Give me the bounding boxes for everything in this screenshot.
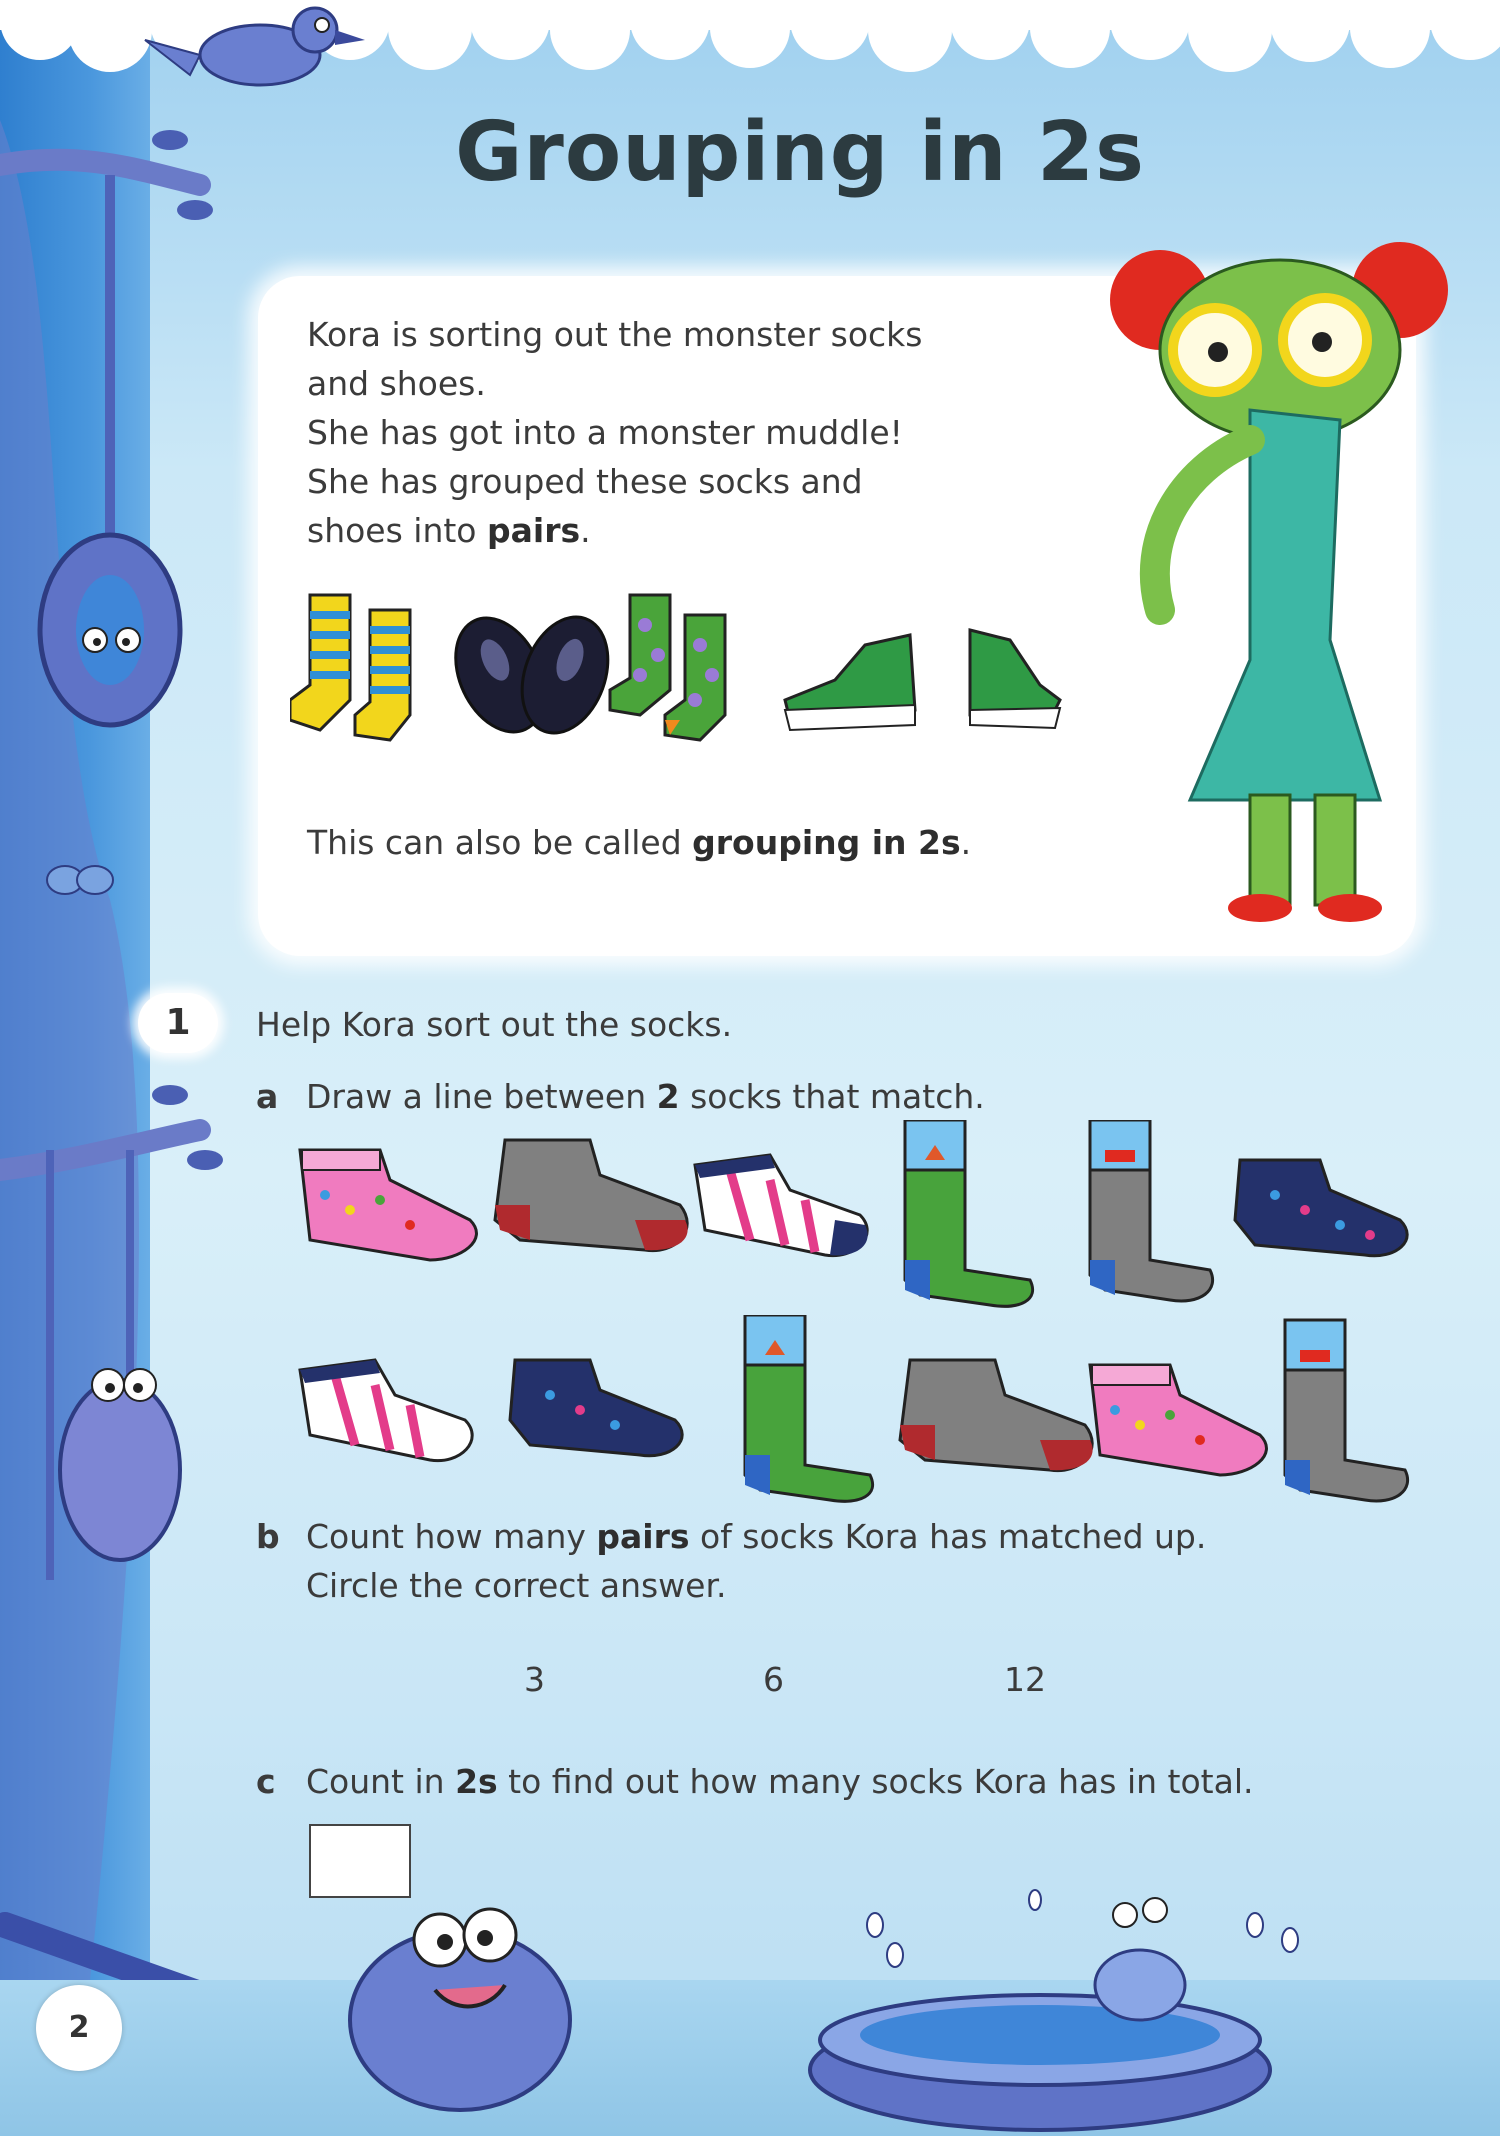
sock-grey-car[interactable] [1285, 1320, 1408, 1501]
kora-character [1100, 240, 1460, 930]
answer-option[interactable]: 3 [524, 1660, 545, 1699]
question-part-a [256, 1077, 985, 1116]
part-text: to find out how many socks Kora has in total. [497, 1762, 1254, 1801]
intro-pairs-illustration [290, 590, 1080, 750]
sock-white-stripes[interactable] [695, 1155, 868, 1256]
question-part-c [256, 1762, 1253, 1801]
question-prompt: Help Kora sort out the socks. [256, 1005, 733, 1044]
question-part-b [256, 1517, 1206, 1556]
intro-line: She has got into a monster muddle! [307, 413, 903, 452]
part-letter: c [256, 1762, 276, 1801]
intro-note [307, 823, 971, 862]
bird-illustration [140, 0, 370, 110]
intro-text [307, 310, 987, 555]
part-text: of socks Kora has matched up. [689, 1517, 1207, 1556]
intro-line: She has grouped these socks and [307, 462, 863, 501]
part-text: socks that match. [679, 1077, 985, 1116]
sock-navy-butterflies[interactable] [1235, 1160, 1407, 1256]
intro-text-part: shoes into [307, 511, 487, 550]
part-letter: a [256, 1077, 279, 1116]
socks-row-1 [290, 1120, 1440, 1310]
part-bold: 2s [455, 1762, 498, 1801]
page-title: Grouping in 2s [455, 105, 1145, 200]
pairs-keyword: pairs [487, 511, 581, 550]
part-text: Draw a line between [306, 1077, 657, 1116]
sock-pink-hearts[interactable] [300, 1150, 476, 1260]
intro-line [307, 506, 987, 555]
intro-line: Kora is sorting out the monster socks [307, 315, 923, 354]
note-text: . [960, 823, 972, 862]
part-letter: b [256, 1517, 280, 1556]
sock-white-stripes[interactable] [300, 1360, 472, 1461]
question-number-badge: 1 [138, 993, 218, 1053]
socks-row-2 [290, 1315, 1450, 1515]
page-number: 2 [36, 1985, 122, 2071]
striped-socks-pair [290, 595, 410, 740]
part-text: Count in [306, 1762, 456, 1801]
left-decoration [0, 0, 260, 2136]
note-text: This can also be called [307, 823, 693, 862]
question-part-b-line2: Circle the correct answer. [306, 1566, 727, 1605]
sock-grey[interactable] [900, 1360, 1093, 1471]
grouping-keyword: grouping in 2s [692, 823, 961, 862]
sock-grey-car[interactable] [1090, 1120, 1213, 1301]
black-shoes-pair [438, 604, 623, 747]
sock-green-house[interactable] [905, 1120, 1033, 1306]
part-bold: pairs [596, 1517, 690, 1556]
intro-line: and shoes. [307, 364, 486, 403]
bottom-illustration [330, 1880, 1500, 2136]
answer-option[interactable]: 12 [1004, 1660, 1046, 1699]
green-socks-pair [610, 595, 725, 740]
intro-text-part: . [580, 511, 591, 550]
sock-grey[interactable] [495, 1140, 688, 1251]
sock-navy-butterflies[interactable] [510, 1360, 682, 1456]
sock-pink-hearts[interactable] [1090, 1365, 1266, 1475]
part-bold: 2 [656, 1077, 680, 1116]
part-text: Count how many [306, 1517, 597, 1556]
green-trainers-pair [785, 630, 1060, 730]
answer-option[interactable]: 6 [763, 1660, 784, 1699]
sock-green-house[interactable] [745, 1315, 873, 1501]
